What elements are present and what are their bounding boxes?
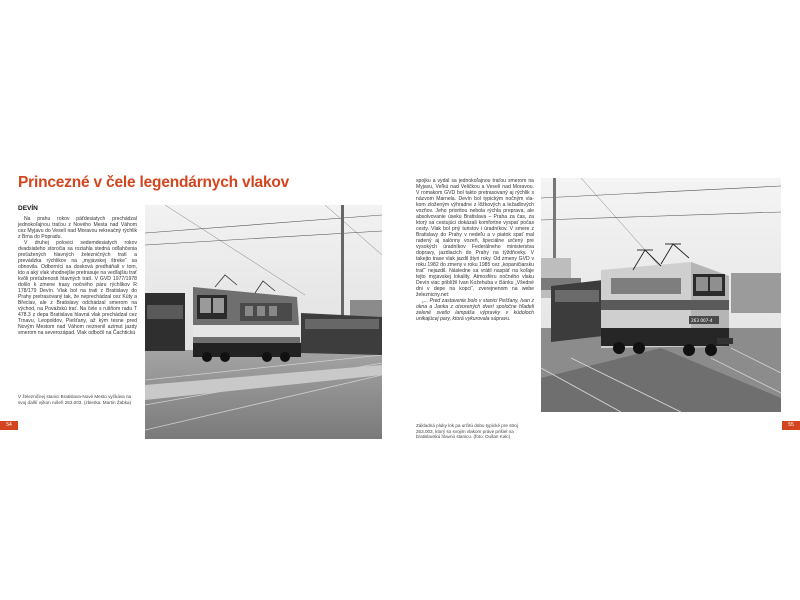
section-heading: DEVÍN (18, 205, 38, 212)
photo-caption: Základná pluky lok pa určitú dobu typické pre stroj 263.003, ktorý so svojim vlakom práve prišiel na bratislavskú hlavnú stanicu. (foto: Dušan Kalc) (416, 423, 518, 440)
right-article-text (416, 178, 534, 322)
left-article-text (18, 216, 137, 336)
paragraph: spojku a vydal sa jednokoľajnou traťou smerom na Myjavu, Veľkú nad Veličkou a Veselí nad Moravou. V romakom GVD bol takto pretrasovaný aj rýchlik s názvom Marnela. Devín bol typickým nočným vlakom zloženým výhradne z lôžkových a ležadlových vozňov. Jeho prioritou nebola rýchla preprava, ale absolvovanie úseku Bratislava – Praha za čas, za ktorý sa cestujúci dokázali komfortne vyspať počas cesty. Vlak bol pný turistov i úradníkov. V smere z Bratislavy do Prahy v nedeľu a v piatok spať mal radený aj salónny vozeň, špeciálne určený pre vysokých úradníkov Federálneho ministerstva dopravy, jazdiacich do Prahy na týždňovky. V takejto trase vlak jazdil štyri roky. Od zmeny GVD v roku 1982 do zmeny v roku 1985 cez „kopaničiarsku trať“ nejazdil. Následne sa vrátil naspäť na koľaje tejto myjavskej lokality. Atmosféru nočného vlaku Devín viac priblížil Ivan Kožehuba v článku „Všedné dni v depe na kopci“, zverejnenom na webe železnicny.net: (416, 178, 534, 298)
right-page (400, 0, 800, 600)
photo-caption: V železničnej stanici Bratislava-Nové Mesto vyčkáva na svoj ďalší výkon rušeň 263.003. (zbierka: Martin Žabka) (18, 394, 132, 405)
locomotive-photo-right (541, 178, 781, 412)
quote-paragraph: „... Pred zastavenie bolo v stanici Pešťany, Ivan z okna a Janka z otvorených dverí spoločne hľadeli zelené svetlo lampáša výpravky v kúdoloch unikajúcej pary, ktorá vykurovala súpravu. (416, 298, 534, 322)
page-number: 54 (0, 421, 18, 430)
locomotive-photo-left (145, 205, 382, 439)
page-number: 55 (782, 421, 800, 430)
page-title: Princezné v čele legendárnych vlakov (18, 174, 290, 191)
paragraph: V druhej polovici sedemdesiatych rokov dvadsiateho storočia sa roziahla stedná odľahčenia preťažených hlavných železničných tratí a prevádzka rýchlikov na „myjavskej štreke“ sa obnovila. Odborníci sa dosková predháňali v tom, kto a aký vlak vhodnejšie pretrasuje na vedľajšiu trať kvôli preťaženosti hlavných tratí. V GVD 1977/1978 došlo k zmene trasy nočného páru rýchlikov R 178/179 Devín. Vlak bol na trati z Bratislavy do Prahy pretrasovaný tak, že neprechádzal cez Kúty a Břeclav, ale z Bratislavy odchádzal smerom na východ, na Považskú trať. Na čele s rušňom radu T 478.3 z depa Bratislava hlavná vlak prechádzal cez Trnavu, Leopoldov, Piešťany, až kým tesne pred Novým Mestom nad Váhom neznenil azimut jazdy smerom na severozápad. Vlak odbočil na Čachtickú (18, 240, 137, 336)
locomotive-number-label: 263 007-4 (691, 318, 713, 323)
paragraph: Na prahu rokov päťdesiatych prechádzal jednokoľajnou traťou z Nového Mesta nad Váhom cez Myjavu do Veselí nad Moravou rekreačný rýchlik z Brna do Popradu. (18, 216, 137, 240)
